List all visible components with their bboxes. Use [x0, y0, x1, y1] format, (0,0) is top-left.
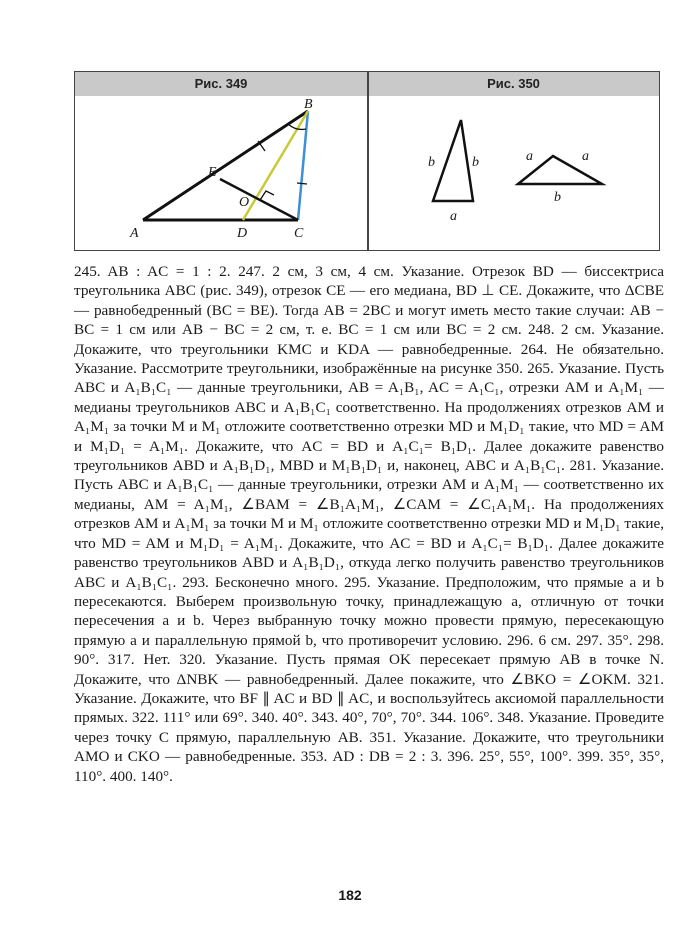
triangle-narrow: [433, 120, 473, 201]
tri2-base-label: b: [554, 190, 561, 205]
fig349-diagram: [75, 96, 367, 250]
tick-BC: [297, 183, 307, 184]
tri1-left-label: b: [428, 155, 435, 170]
tri1-right-label: b: [472, 155, 479, 170]
answers-block: [74, 262, 664, 786]
figures-panel: [74, 71, 660, 251]
median-CE: [220, 179, 298, 220]
fig349-title: Рис. 349: [75, 72, 367, 96]
label-B: B: [304, 97, 313, 112]
tri2-left-label: a: [526, 149, 533, 164]
page-number: 182: [338, 887, 362, 903]
answers-text: 245. AB : AC = 1 : 2. 247. 2 см, 3 см, 4 см. Указание. Отрезок BD — биссектриса треугольника ABC (рис. 349), отрезок CE — его медиана, BD ⊥ CE. Докажите, что ΔCBE — равнобедренный (BC = BE). Тогда AB = 2BC и могут иметь место такие случаи: AB − BC = 1 см или AB − BC = 2 см, т. е. BC = 1 см или BC = 2 см. 248. 2 см. Указание. Докажите, что треугольники KMC и KDA — равнобедренные. 264. Не обязательно. Указание. Рассмотрите треугольники, изображённые на рисунке 350. 265. Указание. Пусть ABC и A₁B₁C₁ — данные треугольники, AB = A₁B₁, AC = A₁C₁, отрезки AM и A₁M₁ — медианы треугольников ABC и A₁B₁C₁ соответственно. На продолжениях отрезков AM и A₁M₁ за точки M и M₁ отложите соответственно отрезки MD и M₁D₁ такие, что MD = AM и M₁D₁ = A₁M₁. Докажите, что AC = BD и A₁C₁= B₁D₁. Далее докажите равенство треугольников ABD и A₁B₁D₁, MBD и M₁B₁D₁ и, наконец, ABC и A₁B₁C₁. 281. Указание. Пусть ABC и A₁B₁C₁ — данные треугольники, отрезки AM и A₁M₁ — соответственно их медианы, AM = A₁M₁, ∠BAM = ∠B₁A₁M₁, ∠CAM = ∠C₁A₁M₁. На продолжениях отрезков AM и A₁M₁ за точки M и M₁ отложите соответственно отрезки MD и M₁D₁ такие, что MD = AM и M₁D₁ = A₁M₁. Докажите, что AC = BD и A₁C₁= B₁D₁. Далее докажите равенство треугольников ABD и A₁B₁D₁, откуда легко получить равенство треугольников ABC и A₁B₁C₁. 293. Бесконечно много. 295. Указание. Предположим, что прямые a и b пересекаются. Выберем произвольную точку, принадлежащую a, отличную от точки пересечения a и b. Через выбранную точку можно провести прямую, пересекающую прямую a и параллельную прямой b, что противоречит условию. 296. 6 см. 297. 35°. 298. 90°. 317. Нет. 320. Указание. Пусть прямая OK пересекает прямую AB в точке N. Докажите, что ΔNBK — равнобедренный. Далее покажите, что ∠BKO = ∠OKM. 321. Указание. Докажите, что BF ∥ AC и BD ∥ AC, и воспользуйтесь аксиомой параллельности прямых. 322. 111° или 69°. 340. 40°. 343. 40°, 70°, 70°. 344. 106°. 348. Указание. Проведите через точку C прямую, параллельную AB. 351. Указание. Докажите, что треугольники AMO и CKO — равнобедренные. 353. AD : DB = 2 : 3. 396. 25°, 55°, 100°. 399. 35°, 35°, 110°. 400. 140°.: [74, 263, 664, 785]
label-D: D: [237, 226, 248, 241]
label-A: A: [130, 226, 139, 241]
label-E: E: [208, 165, 217, 180]
side-AB: [143, 111, 308, 220]
tri1-base-label: a: [450, 209, 457, 224]
angle-arc-B: [288, 124, 306, 129]
label-O: O: [239, 195, 250, 210]
tri2-right-label: a: [582, 149, 589, 164]
right-angle-mark: [260, 191, 274, 200]
fig350-title: Рис. 350: [368, 72, 659, 96]
fig350-diagram: [368, 96, 659, 250]
label-C: C: [294, 226, 304, 241]
